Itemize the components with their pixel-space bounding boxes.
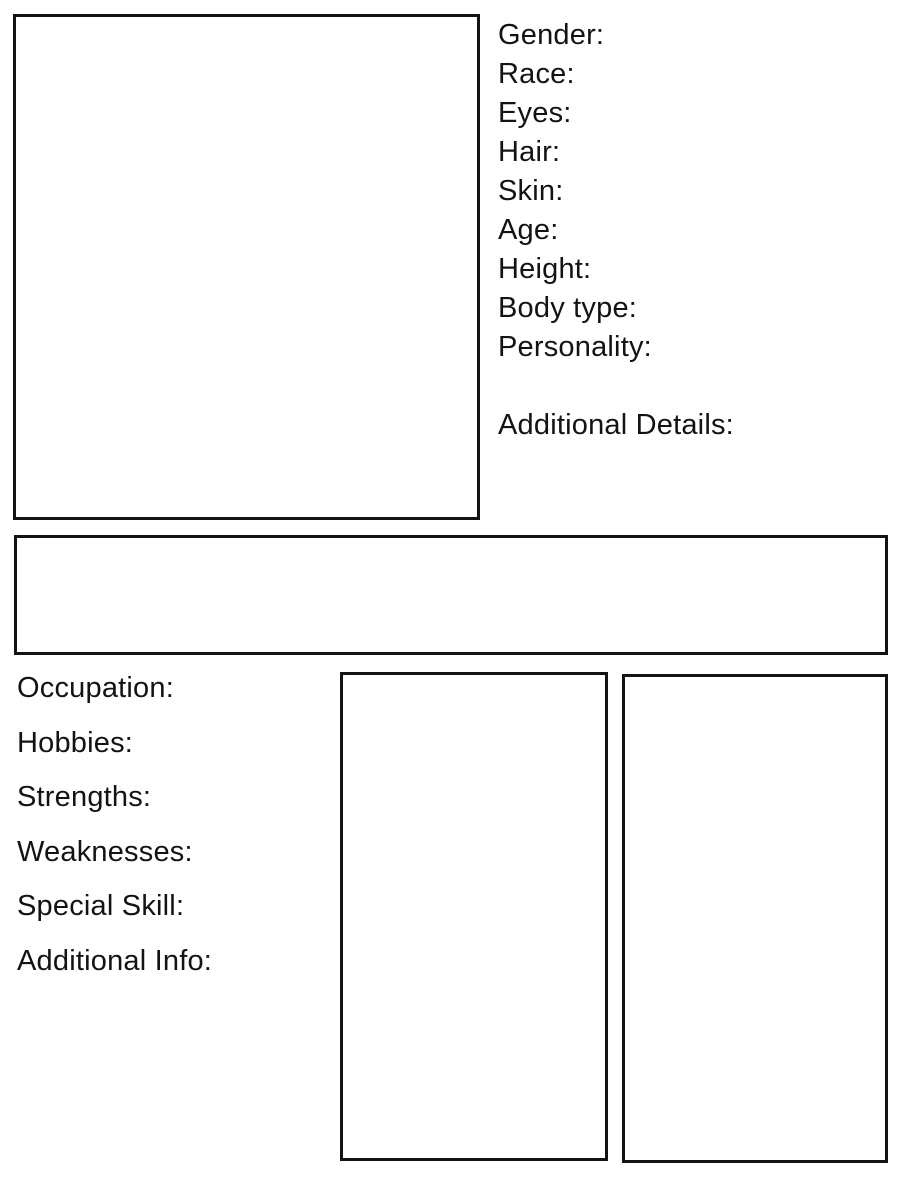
label-personality: Personality: [498,331,652,363]
label-height: Height: [498,253,592,285]
label-hair: Hair: [498,136,561,168]
label-gender: Gender: [498,19,605,51]
portrait-box[interactable] [13,14,480,520]
blank-line [498,367,734,406]
detail-box-right[interactable] [622,674,888,1163]
label-weaknesses: Weaknesses: [17,835,193,868]
label-race: Race: [498,58,575,90]
appearance-labels [498,16,734,445]
name-box[interactable] [14,535,888,655]
label-eyes: Eyes: [498,97,572,129]
label-age: Age: [498,214,559,246]
label-additional-details: Additional Details: [498,409,734,441]
label-skin: Skin: [498,175,564,207]
label-additional-info: Additional Info: [17,944,213,977]
label-hobbies: Hobbies: [17,726,134,759]
bio-labels [17,661,212,988]
label-strengths: Strengths: [17,781,152,813]
label-special-skill: Special Skill: [17,890,185,922]
label-body-type: Body type: [498,292,638,324]
label-occupation: Occupation: [17,672,174,704]
detail-box-left[interactable] [340,672,608,1161]
